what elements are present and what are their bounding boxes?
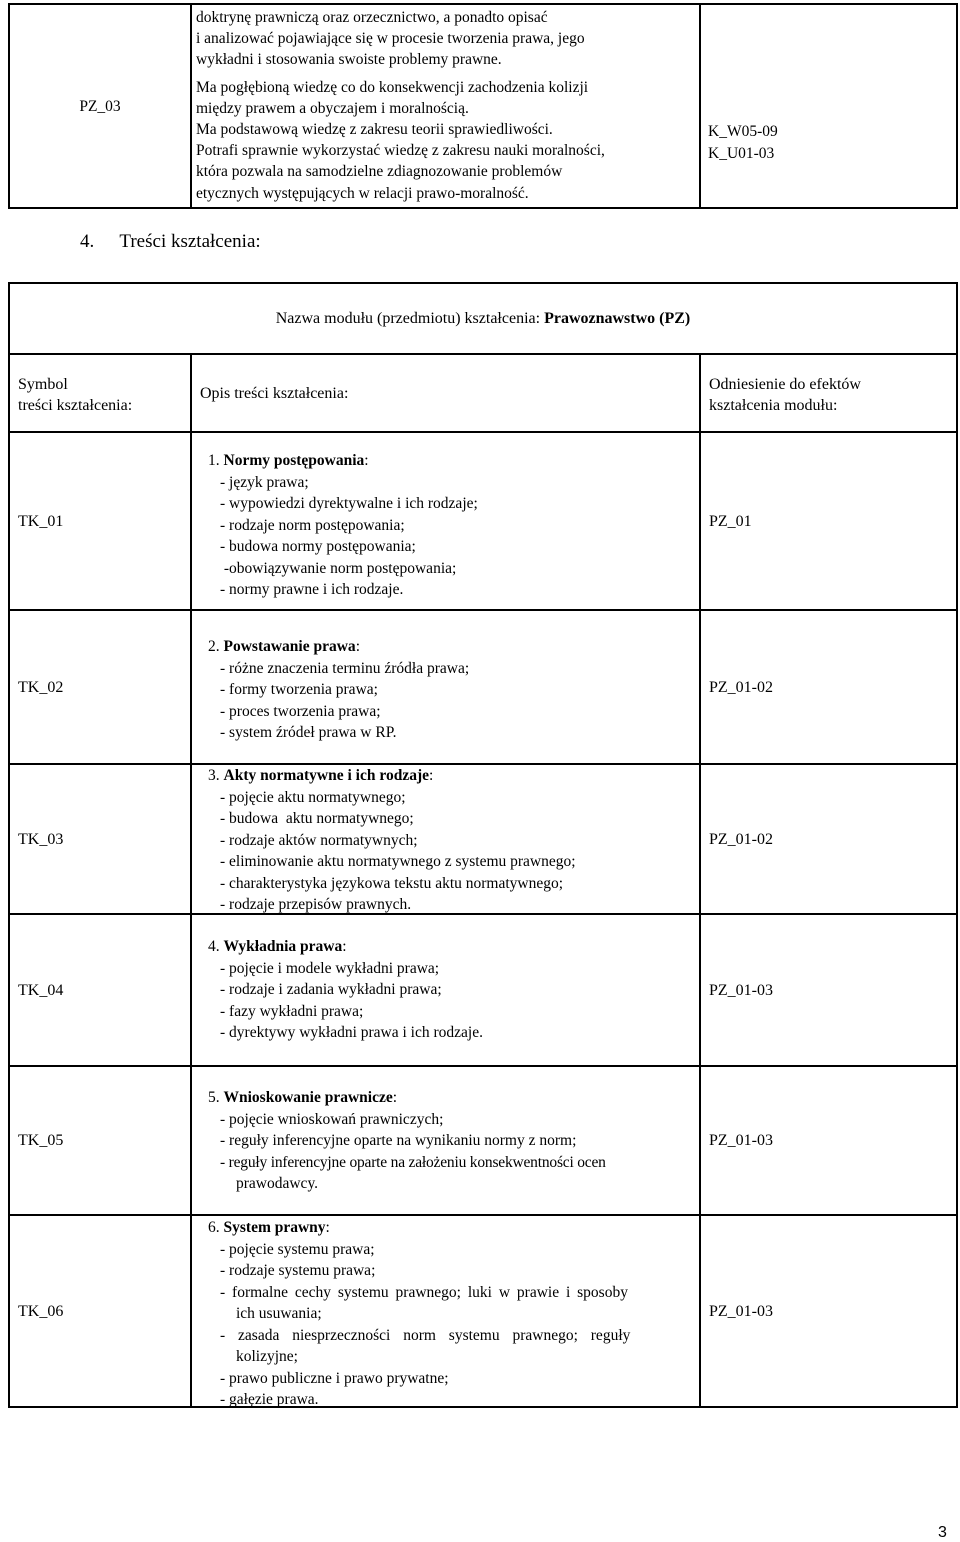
row-item: - wypowiedzi dyrektywalne i ich rodzaje; [220,495,478,512]
row-item: - formy tworzenia prawa; [220,681,378,698]
top-desc-line: i analizować pojawiające się w procesie tworzenia prawa, jego [196,30,585,48]
row-symbol: TK_05 [18,1132,64,1149]
row-item: ich usuwania; [236,1305,322,1322]
row-description [208,936,696,1044]
row-item: - charakterystyka językowa tekstu aktu normatywnego; [220,874,564,892]
row-symbol: TK_02 [18,678,64,696]
top-description [196,7,696,204]
row-symbol: TK_06 [18,1302,64,1320]
top-symbol-cell [10,5,190,207]
top-ref: K_U01-03 [708,145,775,162]
row-item: -obowiązywanie norm postępowania; [220,559,457,577]
row-item: - pojęcie wnioskowań prawniczych; [220,1110,444,1128]
row-item: - pojęcie systemu prawa; [220,1240,375,1258]
row-item: kolizyjne; [236,1348,298,1365]
top-desc-line: Potrafi sprawnie wykorzystać wiedzę z zakresu nauki moralności, [196,142,605,160]
row-item: - budowa normy postępowania; [220,538,416,555]
row-title: 2. Powstawanie prawa: [208,638,360,655]
row-description [208,450,696,601]
row-item: - pojęcie aktu normatywnego; [220,788,406,806]
row-reference: PZ_01 [709,512,752,530]
row-item: - rodzaje aktów normatywnych; [220,831,418,849]
top-desc-line: wykładni i stosowania swoiste problemy prawne. [196,51,502,69]
row-title: 1. Normy postępowania: [208,452,369,469]
module-name-cell [10,284,956,353]
row-item: - rodzaje systemu prawa; [220,1262,376,1279]
row-item: - formalne cechy systemu prawnego; luki w prawie i sposoby [220,1283,628,1301]
row-item: - reguły inferencyjne oparte na wynikaniu normy z norm; [220,1132,577,1149]
row-reference: PZ_01-02 [709,830,773,848]
top-desc-line: która pozwala na samodzielne zdiagnozowanie problemów [196,163,563,181]
row-symbol: TK_04 [18,981,64,999]
row-reference: PZ_01-03 [709,1302,773,1320]
row-item: - język prawa; [220,473,309,491]
row-item: - system źródeł prawa w RP. [220,724,397,741]
row-item: - fazy wykładni prawa; [220,1002,364,1020]
row-item: - rodzaje norm postępowania; [220,516,405,534]
row-item: - zasada niesprzeczności norm systemu prawnego; reguły [220,1326,631,1344]
row-item: - rodzaje przepisów prawnych. [220,896,412,913]
row-item: - normy prawne i ich rodzaje. [220,581,404,598]
section-heading [80,230,261,254]
top-desc-line: Ma podstawową wiedzę z zakresu teorii sprawiedliwości. [196,121,553,139]
top-symbol: PZ_03 [79,97,121,115]
row-title: 4. Wykładnia prawa: [208,938,347,955]
row-title: 3. Akty normatywne i ich rodzaje: [208,767,434,784]
row-title: 5. Wnioskowanie prawnicze: [208,1089,398,1106]
section-title: Treści kształcenia: [119,231,261,252]
header-description: Opis treści kształcenia: [200,384,349,402]
row-item: - eliminowanie aktu normatywnego z systemu prawnego; [220,853,576,870]
row-description [208,1217,696,1411]
row-item: - różne znaczenia terminu źródła prawa; [220,659,470,677]
row-item: - proces tworzenia prawa; [220,702,381,720]
row-description [208,765,696,916]
row-reference: PZ_01-02 [709,678,773,696]
page-number: 3 [938,1524,947,1541]
top-desc-line: Ma pogłębioną wiedzę co do konsekwencji zachodzenia kolizji [196,78,589,96]
row-title: 6. System prawny: [208,1219,330,1236]
module-name-prefix: Nazwa modułu (przedmiotu) kształcenia: [275,310,545,327]
row-item: - reguły inferencyjne oparte na założeniu konsekwentności ocen [220,1153,606,1171]
row-item: prawodawcy. [236,1175,319,1192]
row-item: - prawo publiczne i prawo prywatne; [220,1369,449,1387]
row-item: - gałęzie prawa. [220,1391,319,1408]
row-description [208,1087,696,1195]
row-item: - budowa aktu normatywnego; [220,810,414,827]
row-symbol: TK_01 [18,512,64,530]
row-item: - rodzaje i zadania wykładni prawa; [220,981,442,998]
top-desc-line: etycznych występujących w relacji prawo-moralność. [196,184,529,202]
top-ref: K_W05-09 [708,123,778,140]
section-number: 4. [80,231,95,252]
top-refs [708,121,948,165]
row-symbol: TK_03 [18,830,64,848]
row-description [208,636,696,744]
row-item: - pojęcie i modele wykładni prawa; [220,959,440,977]
row-reference: PZ_01-03 [709,981,773,999]
header-reference: Odniesienie do efektów kształcenia modułu: [709,376,861,414]
top-desc-line: między prawem a obyczajem i moralnością. [196,99,469,117]
header-symbol: Symbol treści kształcenia: [18,376,133,414]
module-name: Prawoznawstwo (PZ) [544,310,691,327]
row-reference: PZ_01-03 [709,1132,773,1149]
top-desc-line: doktrynę prawniczą oraz orzecznictwo, a ponadto opisać [196,9,548,26]
row-item: - dyrektywy wykładni prawa i ich rodzaje. [220,1024,483,1041]
